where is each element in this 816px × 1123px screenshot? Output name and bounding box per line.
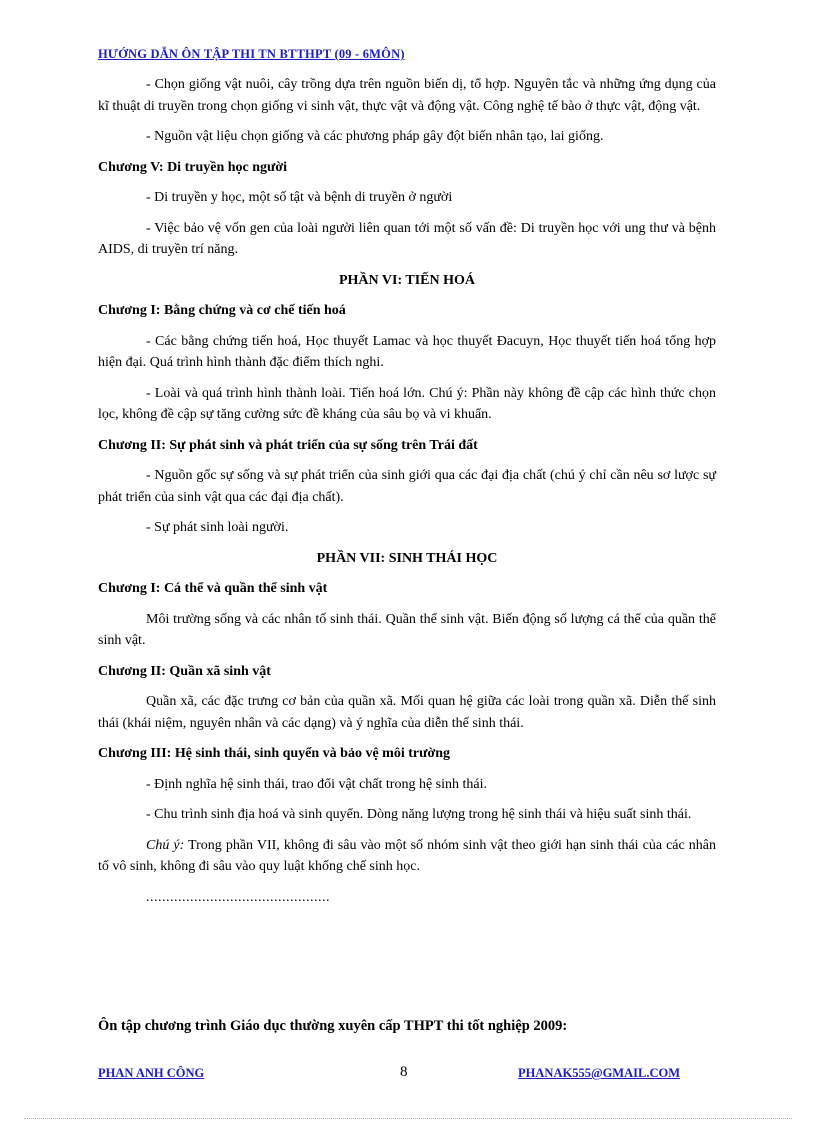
chapter-heading: Chương V: Di truyền học người: [98, 159, 288, 175]
paragraph: - Nguồn vật liệu chọn giống và các phương pháp gây đột biến nhân tạo, lai giống.: [146, 129, 604, 144]
note-paragraph: [98, 835, 716, 878]
paragraph: - Chọn giống vật nuôi, cây trồng dựa trên nguồn biến dị, tổ hợp. Nguyên tắc và những ứng dụng của kĩ thuật di truyền trong chọn giống vi sinh vật, thực vật và động vật. Công nghệ tế bào ở thực vật, động vật.: [98, 77, 716, 114]
page-number: 8: [400, 1064, 408, 1080]
chapter-heading: Chương II: Quần xã sinh vật: [98, 663, 271, 679]
paragraph: - Loài và quá trình hình thành loài. Tiến hoá lớn. Chú ý: Phần này không đề cập các hình thức chọn lọc, không đề cập sự tăng cường sức đề kháng của sâu bọ và vi khuẩn.: [98, 385, 716, 422]
paragraph: - Di truyền y học, một số tật và bệnh di truyền ở người: [146, 190, 453, 205]
part-heading: PHẦN VII: SINH THÁI HỌC: [316, 550, 498, 566]
paragraph: Môi trường sống và các nhân tố sinh thái. Quần thể sinh vật. Biến động số lượng cá thể của quần thể sinh vật.: [98, 611, 716, 648]
chapter-heading: Chương II: Sự phát sinh và phát triển của sự sống trên Trái đất: [98, 437, 478, 453]
review-heading: Ôn tập chương trình Giáo dục thường xuyên cấp THPT thi tốt nghiệp 2009:: [98, 1018, 568, 1034]
note-label: Chú ý:: [146, 837, 185, 853]
paragraph: - Các bằng chứng tiến hoá, Học thuyết Lamac và học thuyết Đacuyn, Học thuyết tiến hoá tổng hợp hiện đại. Quá trình hình thành đặc điểm thích nghi.: [98, 333, 716, 370]
paragraph: - Định nghĩa hệ sinh thái, trao đổi vật chất trong hệ sinh thái.: [146, 776, 487, 792]
note-text: Trong phần VII, không đi sâu vào một số nhóm sinh vật theo giới hạn sinh thái của các nhân tố vô sinh, không đi sâu vào quy luật khống chế sinh học.: [98, 837, 716, 874]
page-footer: [98, 1064, 680, 1086]
footer-email: PHANAK555@GMAIL.COM: [518, 1066, 680, 1080]
running-header: [98, 46, 405, 62]
paragraph: - Nguồn gốc sự sống và sự phát triển của sinh giới qua các đại địa chất (chú ý chỉ cần nêu sơ lược sự phát triển của sinh vật qua các đại địa chất).: [98, 468, 716, 505]
paragraph: - Việc bảo vệ vốn gen của loài người liên quan tới một số vấn đề: Di truyền học với ung thư và bệnh AIDS, di truyền trí năng.: [98, 220, 716, 257]
chapter-heading: Chương I: Cá thể và quần thể sinh vật: [98, 581, 328, 596]
paragraph: - Chu trình sinh địa hoá và sinh quyển. Dòng năng lượng trong hệ sinh thái và hiệu suất sinh thái.: [146, 807, 692, 822]
page-bottom-border: [24, 1118, 792, 1119]
chapter-heading: Chương III: Hệ sinh thái, sinh quyển và bảo vệ môi trường: [98, 746, 451, 761]
paragraph: - Sự phát sinh loài người.: [146, 520, 289, 535]
running-header-text: HƯỚNG DẪN ÔN TẬP THI TN BTTHPT (09 - 6MÔN): [98, 47, 405, 61]
part-heading: PHẦN VI: TIẾN HOÁ: [338, 272, 475, 288]
document-body: [98, 74, 716, 908]
dotted-separator: ..............................................: [146, 889, 330, 905]
footer-author: PHAN ANH CÔNG: [98, 1066, 205, 1080]
paragraph: Quần xã, các đặc trưng cơ bản của quần xã. Mối quan hệ giữa các loài trong quần xã. Diễn thế sinh thái (khái niệm, nguyên nhân và các dạng) và ý nghĩa của diễn thế sinh thái.: [98, 694, 716, 731]
chapter-heading: Chương I: Bằng chứng và cơ chế tiến hoá: [98, 303, 346, 318]
